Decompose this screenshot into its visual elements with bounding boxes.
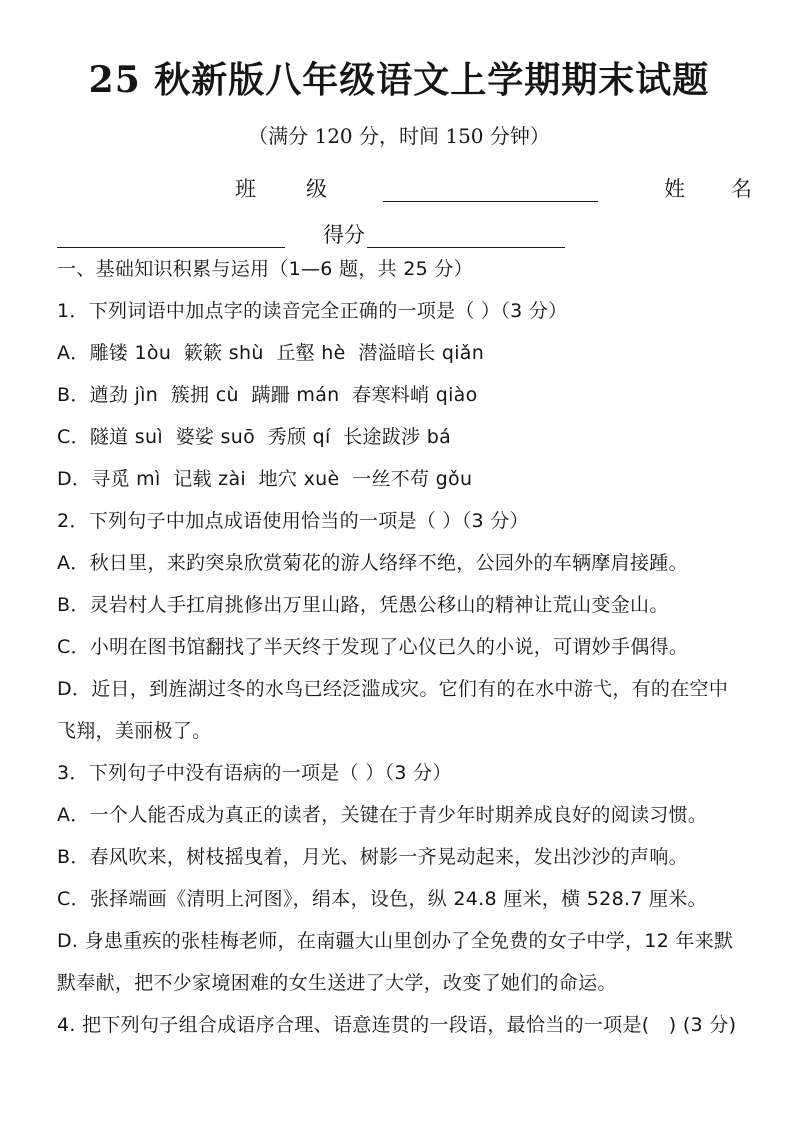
- name-label-char2: 名: [731, 177, 752, 201]
- question-3-option-d: D. 身患重疾的张桂梅老师，在南疆大山里创办了全免费的女子中学，12 年来默默奉献，把不少家境困难的女生送进了大学，改变了她们的命运。: [57, 930, 734, 994]
- section-heading: 一、基础知识积累与运用（1—6 题，共 25 分）: [57, 258, 473, 280]
- question-3-stem: 3．下列句子中没有语病的一项是（ ）（3 分）: [57, 762, 452, 784]
- question-3-option-b: B．春风吹来，树枝摇曳着，月光、树影一齐晃动起来，发出沙沙的声响。: [57, 846, 688, 868]
- score-label: 得分: [323, 223, 365, 247]
- question-4-stem: 4. 把下列句子组合成语序合理、语意连贯的一段语，最恰当的一项是( ) (3 分): [57, 1014, 737, 1036]
- class-label-char2: 级: [306, 177, 327, 201]
- page-title: 25 秋新版八年级语文上学期期末试题: [88, 59, 710, 101]
- class-name-row: [57, 172, 752, 202]
- question-3-option-a: A．一个人能否成为真正的读者，关键在于青少年时期养成良好的阅读习惯。: [57, 804, 708, 826]
- class-label-char1: 班: [235, 177, 256, 201]
- question-1-option-c: C．隧道 suì 婆娑 suō 秀颀 qí 长途跋涉 bá: [57, 426, 452, 448]
- question-1-option-d: D．寻觅 mì 记载 zài 地穴 xuè 一丝不苟 gǒu: [57, 468, 473, 490]
- question-1-option-a: A．雕镂 1òu 簌簌 shù 丘壑 hè 潜溢暗长 qiǎn: [57, 342, 485, 364]
- question-1-stem: 1．下列词语中加点字的读音完全正确的一项是（ ）（3 分）: [57, 300, 568, 322]
- question-2-option-a: A．秋日里，来趵突泉欣赏菊花的游人络绎不绝，公园外的车辆摩肩接踵。: [57, 552, 688, 574]
- question-2-option-c: C．小明在图书馆翻找了半天终于发现了心仪已久的小说，可谓妙手偶得。: [57, 636, 689, 658]
- class-blank-field: [383, 175, 598, 202]
- question-2-option-d: D．近日，到旌湖过冬的水鸟已经泛滥成灾。它们有的在水中游弋，有的在空中飞翔，美丽极了。: [57, 678, 729, 742]
- question-body: [57, 248, 741, 1046]
- score-row: [57, 218, 741, 248]
- question-3-option-c: C．张择端画《清明上河图》，绢本，设色，纵 24.8 厘米，横 528.7 厘米。: [57, 888, 707, 910]
- name-blank-field: [57, 221, 285, 248]
- name-label-char1: 姓: [664, 177, 685, 201]
- question-1-option-b: B．遒劲 jìn 簇拥 cù 蹒跚 mán 春寒料峭 qiào: [57, 384, 478, 406]
- question-2-stem: 2．下列句子中加点成语使用恰当的一项是（ ）（3 分）: [57, 510, 529, 532]
- score-blank-field: [367, 221, 565, 248]
- question-2-option-b: B．灵岩村人手扛肩挑修出万里山路，凭愚公移山的精神让荒山变金山。: [57, 594, 669, 616]
- exam-score-time-subtitle: （满分 120 分，时间 150 分钟）: [248, 124, 550, 148]
